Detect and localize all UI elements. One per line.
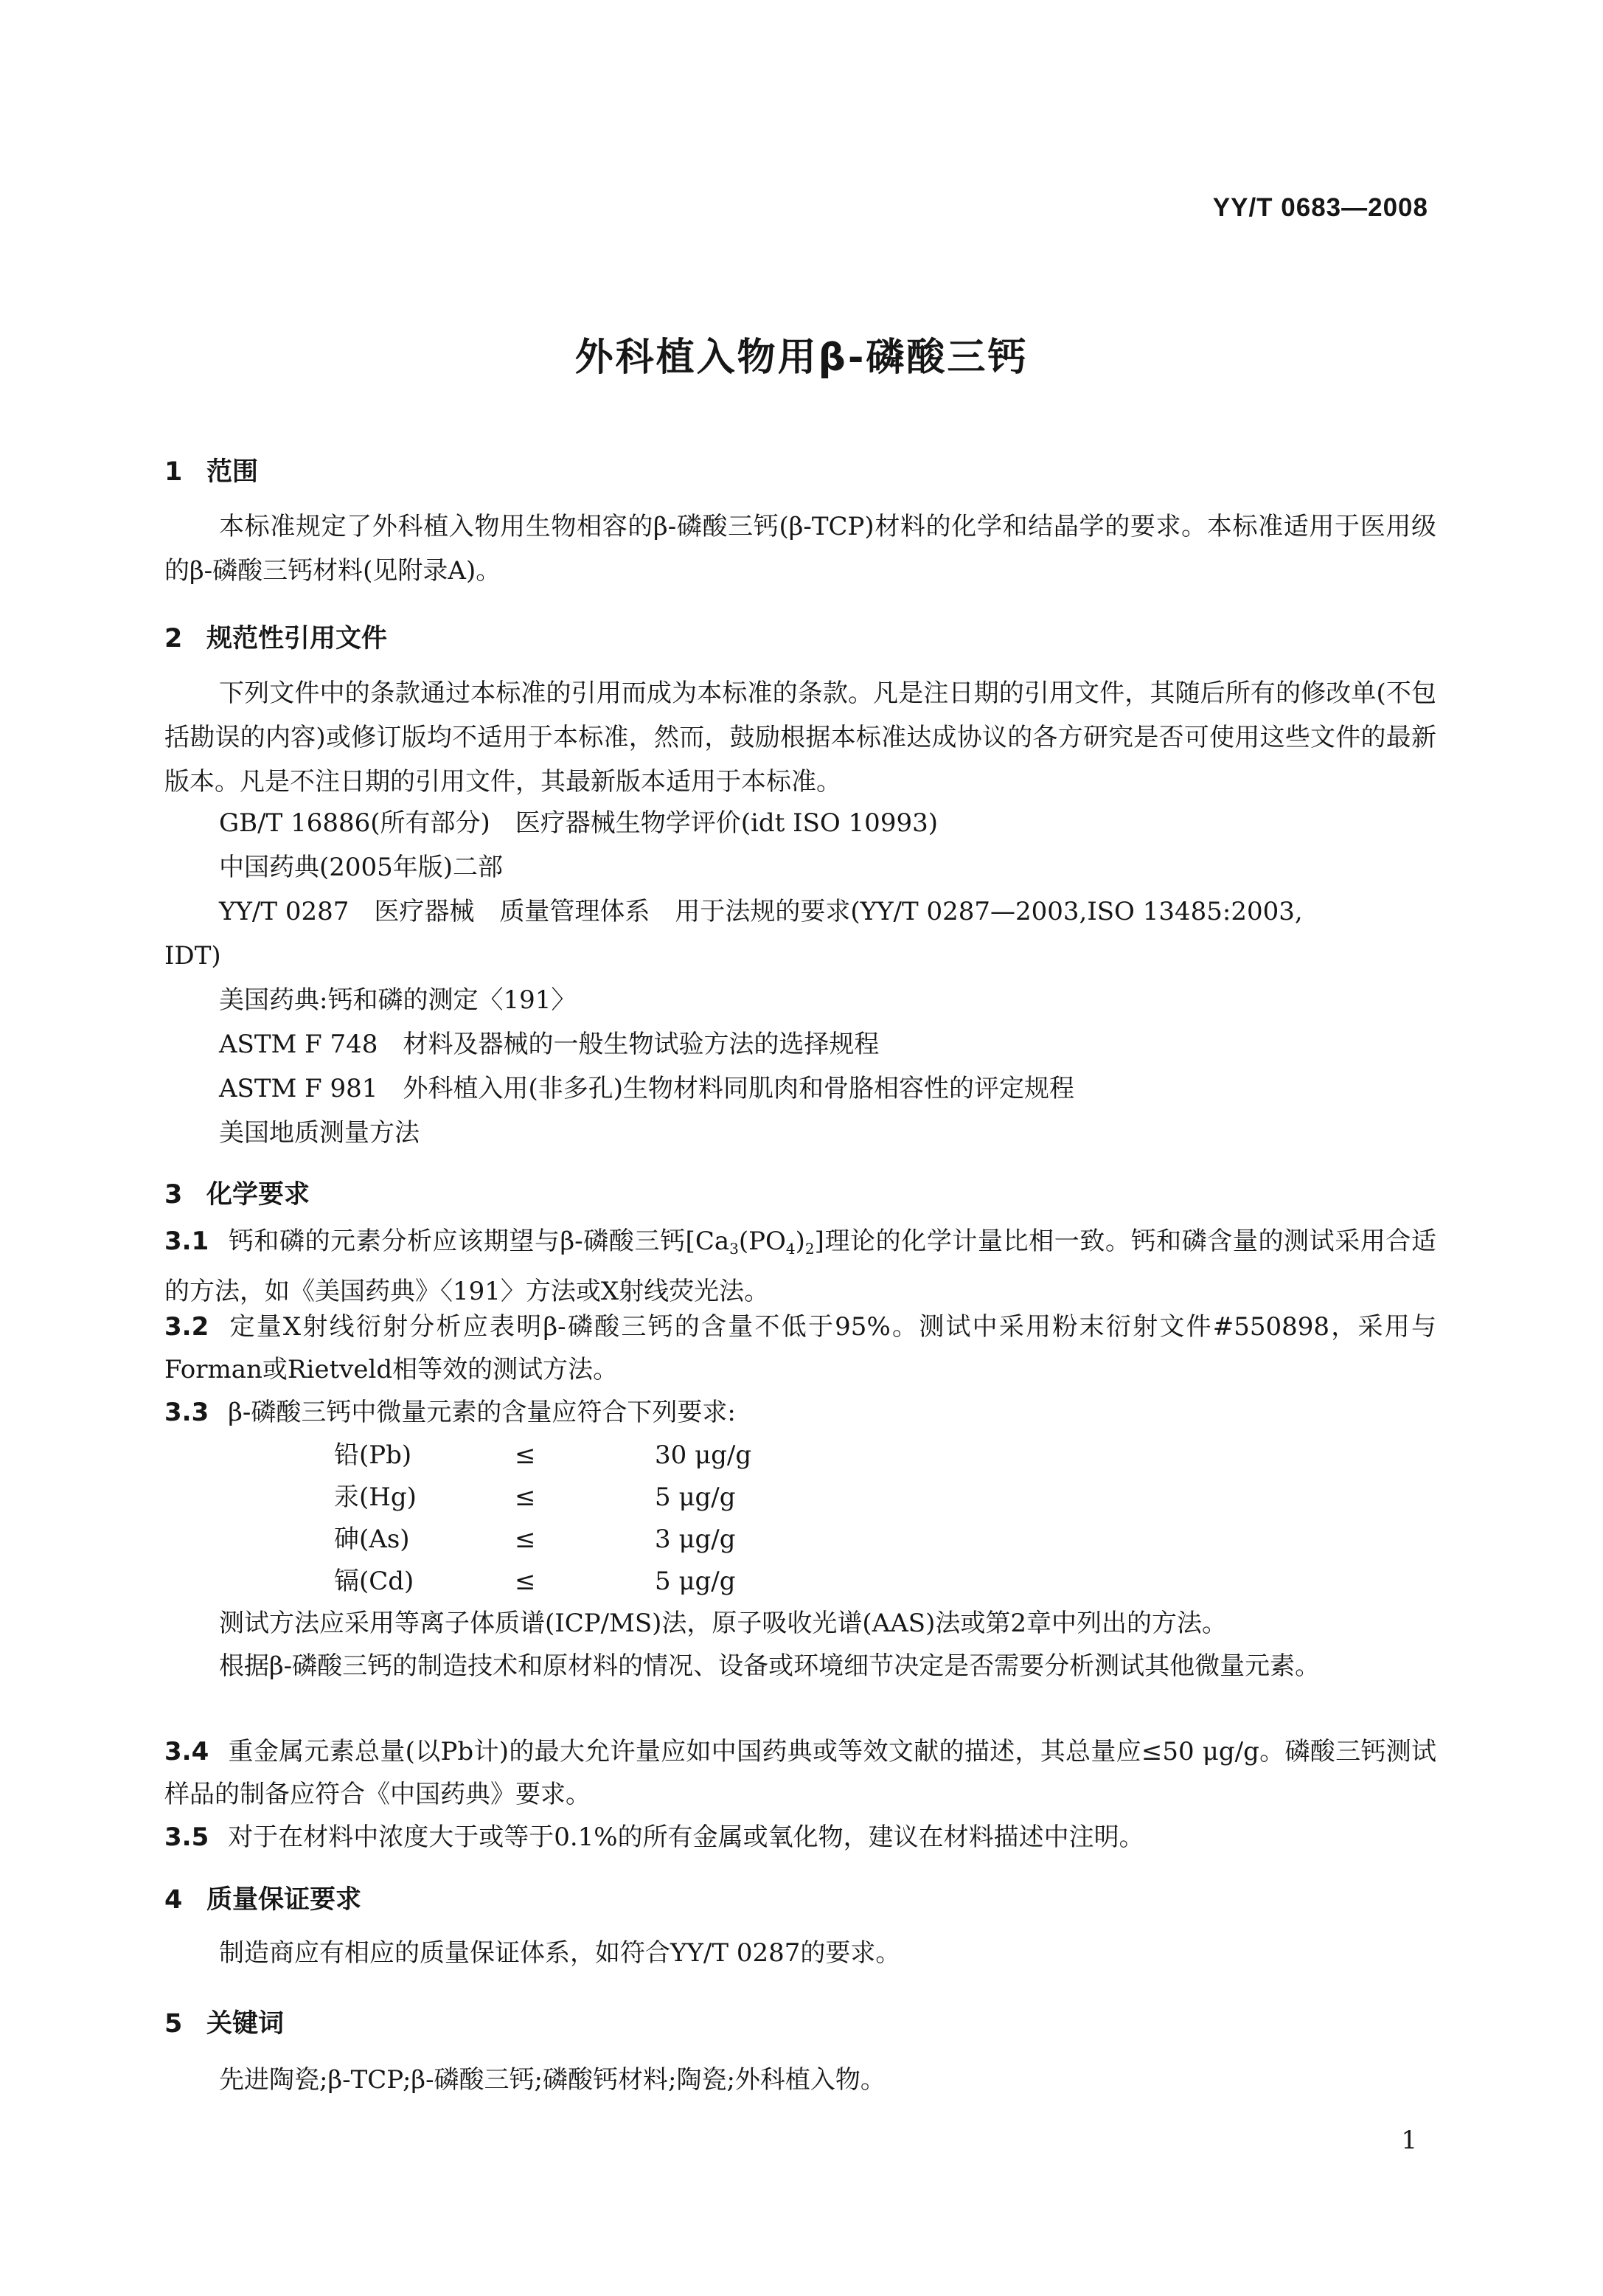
clause-number: 3.5 — [164, 1822, 209, 1852]
clause-number: 3.2 — [164, 1312, 209, 1342]
clause-number: 3.4 — [164, 1737, 209, 1766]
clause-text: (PO — [738, 1227, 786, 1256]
clause-3-5 — [164, 1816, 1436, 1859]
section-title: 范围 — [206, 457, 259, 487]
qa-paragraph: 制造商应有相应的质量保证体系，如符合YY/T 0287的要求。 — [219, 1938, 901, 1968]
section-title: 规范性引用文件 — [206, 624, 388, 653]
clause-text: 重金属元素总量(以Pb计)的最大允许量应如中国药典或等效文献的描述，其总量应≤50 μg/g。磷酸三钙测试样品的制备应符合《中国药典》要求。 — [164, 1737, 1436, 1809]
clause-number: 3.3 — [164, 1398, 209, 1427]
reference-item-continued: IDT) — [164, 941, 221, 971]
reference-item: 美国药典:钙和磷的测定〈191〉 — [219, 985, 577, 1015]
limit-value: 5 μg/g — [655, 1482, 736, 1512]
standard-code: YY/T 0683—2008 — [1212, 193, 1428, 222]
section-1-heading — [164, 451, 258, 488]
reference-item: 中国药典(2005年版)二部 — [219, 853, 504, 882]
clause-3-3 — [164, 1391, 1436, 1434]
reference-item: 美国地质测量方法 — [219, 1118, 420, 1148]
scope-paragraph: 本标准规定了外科植入物用生物相容的β-磷酸三钙(β-TCP)材料的化学和结晶学的要求。本标准适用于医用级的β-磷酸三钙材料(见附录A)。 — [164, 512, 1436, 586]
element-name: 镉(Cd) — [334, 1567, 414, 1596]
trace-element-row — [334, 1476, 850, 1519]
subscript: 2 — [804, 1240, 815, 1258]
section-2-heading — [164, 618, 387, 655]
trace-element-row — [334, 1560, 850, 1603]
element-name: 砷(As) — [334, 1525, 410, 1554]
reference-item: YY/T 0287 医疗器械 质量管理体系 用于法规的要求(YY/T 0287—2003,ISO 13485:2003, — [219, 897, 1303, 926]
comparison-operator: ≤ — [515, 1440, 536, 1470]
clause-number: 3.1 — [164, 1227, 209, 1256]
limit-value: 3 μg/g — [655, 1525, 736, 1554]
keywords-paragraph: 先进陶瓷;β-TCP;β-磷酸三钙;磷酸钙材料;陶瓷;外科植入物。 — [219, 2065, 886, 2095]
comparison-operator: ≤ — [515, 1482, 536, 1512]
test-method-paragraph: 测试方法应采用等离子体质谱(ICP/MS)法，原子吸收光谱(AAS)法或第2章中列出的方法。 — [219, 1609, 1227, 1638]
other-trace-paragraph: 根据β-磷酸三钙的制造技术和原材料的情况、设备或环境细节决定是否需要分析测试其他微量元素。 — [219, 1651, 1321, 1681]
clause-3-1 — [164, 1220, 1436, 1313]
comparison-operator: ≤ — [515, 1567, 536, 1596]
reference-item: ASTM F 748 材料及器械的一般生物试验方法的选择规程 — [219, 1030, 880, 1059]
section-4-heading — [164, 1879, 361, 1916]
clause-text: ]理论的化学计量比相一致。钙和磷含量的测试采用合适的方法，如《美国药典》〈191〉方法或X射线荧光法。 — [164, 1227, 1437, 1306]
section-3-heading — [164, 1174, 310, 1211]
section-number: 5 — [164, 2009, 183, 2039]
element-name: 汞(Hg) — [334, 1482, 417, 1512]
trace-element-row — [334, 1518, 850, 1561]
subscript: 4 — [785, 1240, 796, 1258]
section-title: 质量保证要求 — [206, 1885, 362, 1915]
clause-text: ) — [795, 1227, 805, 1256]
clause-text: 对于在材料中浓度大于或等于0.1%的所有金属或氧化物，建议在材料描述中注明。 — [228, 1822, 1144, 1852]
clause-text: β-磷酸三钙中微量元素的含量应符合下列要求: — [228, 1398, 736, 1427]
document-title: 外科植入物用β-磷酸三钙 — [574, 336, 1029, 380]
trace-element-row — [334, 1434, 850, 1477]
section-title: 关键词 — [206, 2009, 285, 2039]
clause-3-2 — [164, 1305, 1436, 1391]
comparison-operator: ≤ — [515, 1525, 536, 1554]
section-number: 4 — [164, 1885, 183, 1915]
clause-text: 定量X射线衍射分析应表明β-磷酸三钙的含量不低于95%。测试中采用粉末衍射文件#550898，采用与Forman或Rietveld相等效的测试方法。 — [164, 1312, 1436, 1384]
limit-value: 30 μg/g — [655, 1440, 752, 1470]
section-number: 3 — [164, 1180, 183, 1210]
section-5-heading — [164, 2003, 284, 2040]
reference-item: GB/T 16886(所有部分) 医疗器械生物学评价(idt ISO 10993) — [219, 808, 938, 838]
normative-intro-paragraph: 下列文件中的条款通过本标准的引用而成为本标准的条款。凡是注日期的引用文件，其随后所有的修改单(不包括勘误的内容)或修订版均不适用于本标准，然而，鼓励根据本标准达成协议的各方研究是否可使用这些文件的最新版本。凡是不注日期的引用文件，其最新版本适用于本标准。 — [164, 679, 1436, 797]
page-number: 1 — [1401, 2126, 1417, 2155]
section-number: 1 — [164, 457, 183, 487]
clause-text: 钙和磷的元素分析应该期望与β-磷酸三钙[Ca — [228, 1227, 730, 1256]
section-number: 2 — [164, 624, 183, 653]
subscript: 3 — [729, 1240, 739, 1258]
section-title: 化学要求 — [206, 1180, 310, 1210]
limit-value: 5 μg/g — [655, 1567, 736, 1596]
element-name: 铅(Pb) — [334, 1440, 412, 1470]
reference-item: ASTM F 981 外科植入用(非多孔)生物材料同肌肉和骨胳相容性的评定规程 — [219, 1074, 1074, 1103]
clause-3-4 — [164, 1730, 1436, 1816]
